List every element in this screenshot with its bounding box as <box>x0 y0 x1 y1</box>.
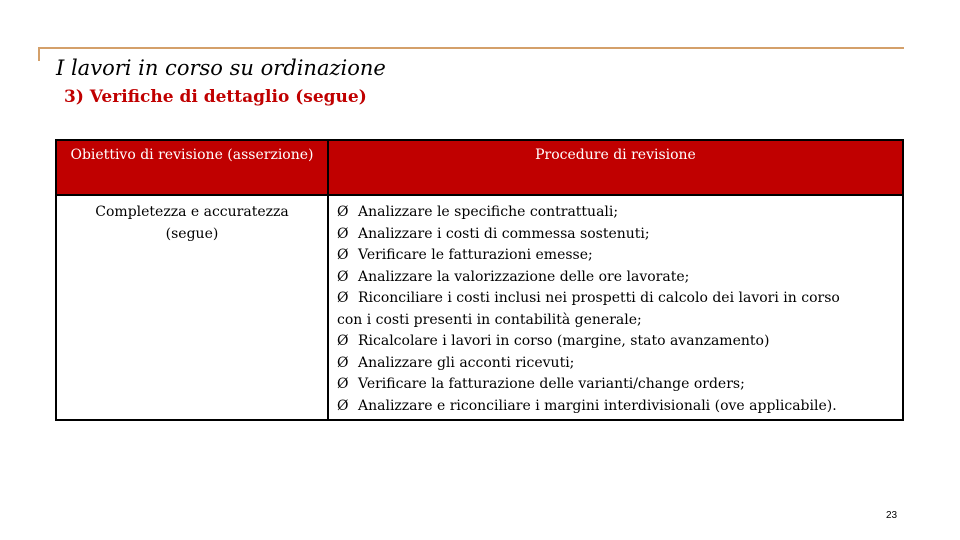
procedure-item: Ø Analizzare e riconciliare i margini interdivisionali (ove applicabile). <box>337 396 894 418</box>
arrow-bullet-icon: Ø <box>337 247 349 263</box>
header-procedures: Procedure di revisione <box>328 140 903 195</box>
arrow-bullet-icon: Ø <box>337 354 349 371</box>
table-header-row <box>56 140 903 195</box>
top-accent-line <box>38 47 904 49</box>
procedure-item: Ø Analizzare gli acconti ricevuti; <box>337 353 894 375</box>
procedure-item: Ø Riconciliare i costi inclusi nei prospetti di calcolo dei lavori in corso <box>337 288 894 310</box>
objective-line-1: Completezza e accuratezza <box>95 204 289 220</box>
slide-title: I lavori in corso su ordinazione <box>56 56 386 80</box>
arrow-bullet-icon: Ø <box>337 268 349 285</box>
audit-procedures-table <box>55 139 904 421</box>
procedures-cell <box>328 195 903 420</box>
table-row <box>56 195 903 420</box>
arrow-bullet-icon: Ø <box>337 376 349 392</box>
top-accent-tick <box>38 47 40 61</box>
procedure-item: Ø Ricalcolare i lavori in corso (margine, stato avanzamento) <box>337 331 894 353</box>
header-objective: Obiettivo di revisione (asserzione) <box>56 140 328 195</box>
arrow-bullet-icon: Ø <box>337 290 349 306</box>
arrow-bullet-icon: Ø <box>337 397 349 414</box>
slide-subtitle: 3) Verifiche di dettaglio (segue) <box>64 87 367 107</box>
arrow-bullet-icon: Ø <box>337 225 349 242</box>
procedure-item: Ø Analizzare la valorizzazione delle ore lavorate; <box>337 267 894 289</box>
objective-line-2: (segue) <box>165 225 219 242</box>
procedure-item: Ø Verificare la fatturazione delle varianti/change orders; <box>337 374 894 396</box>
page-number: 23 <box>886 510 898 521</box>
procedure-item-continuation: con i costi presenti in contabilità generale; <box>337 311 642 328</box>
procedure-item: Ø Analizzare le specifiche contrattuali; <box>337 202 894 224</box>
objective-cell <box>56 195 328 420</box>
arrow-bullet-icon: Ø <box>337 333 349 349</box>
arrow-bullet-icon: Ø <box>337 204 349 220</box>
procedure-item: Ø Verificare le fatturazioni emesse; <box>337 245 894 267</box>
procedure-item: Ø Analizzare i costi di commessa sostenuti; <box>337 224 894 246</box>
